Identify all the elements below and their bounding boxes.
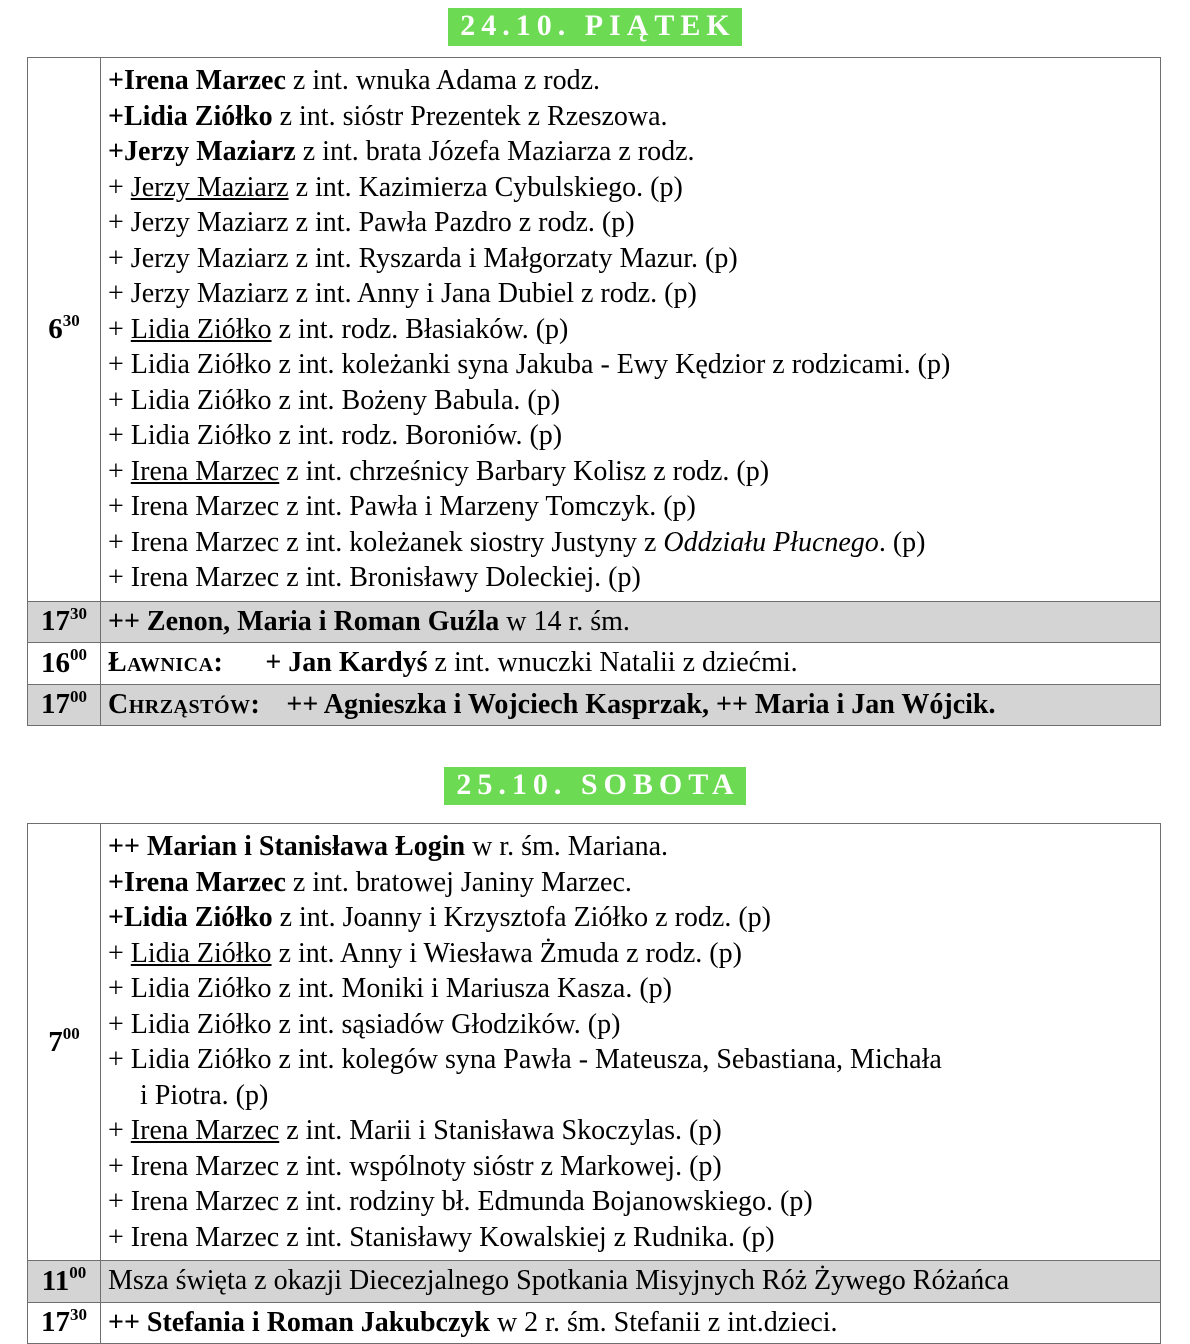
time-cell bbox=[28, 643, 101, 685]
text-segment: Chrząstów: bbox=[108, 688, 261, 720]
text-segment: + Irena Marzec z int. wspólnoty sióstr z Markowej. (p) bbox=[108, 1150, 722, 1182]
intention-line bbox=[108, 454, 1152, 490]
intention-line bbox=[108, 170, 1152, 206]
text-segment: ++ Stefania i Roman Jakubczyk bbox=[108, 1306, 490, 1338]
text-segment: z int. Anny i Wiesława Żmuda z rodz. (p) bbox=[271, 937, 742, 969]
text-segment: Irena Marzec bbox=[130, 455, 280, 487]
intention-line bbox=[108, 1078, 1152, 1114]
text-segment: w r. śm. Mariana. bbox=[465, 831, 669, 862]
text-segment: . (p) bbox=[878, 526, 926, 558]
time-minutes: 00 bbox=[62, 1023, 80, 1043]
schedule-row bbox=[28, 643, 1161, 685]
text-segment: +Lidia Ziółko bbox=[108, 902, 273, 933]
text-segment: + bbox=[108, 1115, 131, 1146]
intention-cell bbox=[101, 601, 1161, 643]
time-cell bbox=[28, 601, 101, 643]
time-minutes: 00 bbox=[69, 1263, 87, 1283]
friday-schedule-table bbox=[27, 57, 1161, 726]
text-segment: z int. chrześnicy Barbary Kolisz z rodz. (p) bbox=[279, 455, 770, 487]
text-segment: + Lidia Ziółko z int. Moniki i Mariusza Kasza. (p) bbox=[108, 973, 672, 1004]
text-segment: + Jerzy Maziarz z int. Anny i Jana Dubiel z rodz. (p) bbox=[108, 278, 697, 309]
intention-line bbox=[108, 1220, 1152, 1256]
intention-line bbox=[108, 383, 1152, 419]
schedule-row bbox=[28, 824, 1161, 1261]
time-cell bbox=[28, 1302, 101, 1344]
text-segment: z int. sióstr Prezentek z Rzeszowa. bbox=[272, 100, 668, 132]
text-segment: z int. brata Józefa Maziarza z rodz. bbox=[295, 136, 695, 167]
time-hour: 6 bbox=[48, 312, 63, 345]
text-segment: ++ Agnieszka i Wojciech Kasprzak, ++ Maria i Jan Wójcik. bbox=[286, 688, 996, 720]
text-segment: + bbox=[108, 937, 131, 969]
time-minutes: 30 bbox=[62, 311, 80, 331]
intention-line bbox=[108, 1113, 1152, 1149]
intention-line bbox=[108, 1149, 1152, 1185]
text-segment: + Lidia Ziółko z int. koleżanki syna Jakuba - Ewy Kędzior z rodzicami. (p) bbox=[108, 349, 951, 380]
intention-line bbox=[108, 205, 1152, 241]
intention-line bbox=[108, 560, 1152, 596]
intention-cell bbox=[101, 824, 1161, 1261]
time-cell bbox=[28, 1261, 101, 1303]
time-minutes: 30 bbox=[70, 1304, 87, 1324]
text-segment: Irena Marzec bbox=[130, 1115, 280, 1146]
text-segment: + Lidia Ziółko z int. rodz. Boroniów. (p) bbox=[108, 420, 563, 451]
time-hour: 17 bbox=[41, 688, 70, 721]
intention-line bbox=[108, 1007, 1152, 1043]
text-segment: z int. wnuczki Natalii z dziećmi. bbox=[427, 647, 798, 678]
intention-cell bbox=[101, 643, 1161, 685]
text-segment: Lidia Ziółko bbox=[130, 937, 272, 969]
intention-cell bbox=[101, 58, 1161, 602]
text-segment: w 14 r. śm. bbox=[499, 605, 630, 637]
day-header-friday: 24.10. PIĄTEK bbox=[448, 8, 742, 46]
intention-line bbox=[108, 1263, 1152, 1299]
time-minutes: 00 bbox=[70, 686, 87, 706]
intention-line bbox=[108, 134, 1152, 170]
text-segment: z int. bratowej Janiny Marzec. bbox=[285, 866, 632, 898]
intention-line bbox=[108, 829, 1152, 865]
text-segment: Ławnica: bbox=[108, 647, 224, 678]
intention-line bbox=[108, 645, 1152, 681]
text-segment: + bbox=[108, 455, 131, 487]
text-segment: + bbox=[108, 171, 131, 203]
intention-cell bbox=[101, 1302, 1161, 1344]
text-segment: + Lidia Ziółko z int. Bożeny Babula. (p) bbox=[108, 384, 561, 416]
intention-cell bbox=[101, 1261, 1161, 1303]
text-segment: + Irena Marzec z int. Stanisławy Kowalskiej z Rudnika. (p) bbox=[108, 1221, 775, 1253]
time-minutes: 30 bbox=[70, 603, 87, 623]
text-segment: + Jan Kardyś bbox=[265, 647, 428, 678]
text-segment: z int. wnuka Adama z rodz. bbox=[285, 65, 601, 96]
time-minutes: 00 bbox=[70, 645, 87, 665]
text-segment: Oddziału Płucnego bbox=[663, 526, 879, 558]
intention-line bbox=[108, 241, 1152, 277]
intention-line bbox=[108, 900, 1152, 936]
intention-line bbox=[108, 312, 1152, 348]
text-segment: ++ Marian i Stanisława Łogin bbox=[108, 831, 466, 862]
schedule-row bbox=[28, 601, 1161, 643]
schedule-row bbox=[28, 58, 1161, 602]
text-segment: + Irena Marzec z int. Pawła i Marzeny Tomczyk. (p) bbox=[108, 491, 696, 522]
text-segment: + Lidia Ziółko z int. sąsiadów Głodzików. (p) bbox=[108, 1008, 621, 1040]
intention-line bbox=[108, 1305, 1152, 1341]
text-segment: z int. Kazimierza Cybulskiego. (p) bbox=[288, 171, 683, 203]
intention-cell bbox=[101, 684, 1161, 726]
intention-line bbox=[108, 865, 1152, 901]
time-hour: 7 bbox=[48, 1025, 63, 1058]
text-segment: ++ Zenon, Maria i Roman Guźla bbox=[108, 605, 500, 637]
time-cell bbox=[28, 824, 101, 1261]
text-segment: z int. Joanny i Krzysztofa Ziółko z rodz. (p) bbox=[272, 902, 771, 933]
saturday-schedule-table bbox=[27, 823, 1161, 1344]
intention-line bbox=[108, 687, 1152, 723]
text-segment: Lidia Ziółko bbox=[130, 313, 272, 345]
text-segment: +Irena Marzec bbox=[108, 65, 286, 96]
time-cell bbox=[28, 58, 101, 602]
text-segment: + Jerzy Maziarz z int. Ryszarda i Małgorzaty Mazur. (p) bbox=[108, 242, 738, 274]
schedule-row bbox=[28, 684, 1161, 726]
intention-line bbox=[108, 971, 1152, 1007]
intention-line bbox=[108, 1184, 1152, 1220]
text-segment: Jerzy Maziarz bbox=[130, 171, 289, 203]
time-hour: 16 bbox=[41, 646, 70, 679]
time-hour: 17 bbox=[41, 605, 70, 638]
text-segment: + Irena Marzec z int. Bronisławy Doleckiej. (p) bbox=[108, 562, 641, 593]
text-segment: + Lidia Ziółko z int. kolegów syna Pawła - Mateusza, Sebastiana, Michała bbox=[108, 1044, 942, 1075]
schedule-row bbox=[28, 1261, 1161, 1303]
text-segment: + Irena Marzec z int. rodziny bł. Edmunda Bojanowskiego. (p) bbox=[108, 1186, 813, 1217]
intention-line bbox=[108, 1042, 1152, 1078]
time-cell bbox=[28, 684, 101, 726]
text-segment: +Irena Marzec bbox=[108, 866, 286, 898]
intention-line bbox=[108, 489, 1152, 525]
day-header-saturday: 25.10. SOBOTA bbox=[444, 767, 745, 805]
friday-section-header bbox=[0, 0, 1190, 46]
saturday-section-header bbox=[0, 726, 1190, 805]
text-segment: + bbox=[108, 313, 131, 345]
schedule-row bbox=[28, 1302, 1161, 1344]
text-segment: + Irena Marzec z int. koleżanek siostry Justyny z bbox=[108, 526, 664, 558]
intention-line bbox=[108, 418, 1152, 454]
intention-line bbox=[108, 936, 1152, 972]
text-segment: z int. rodz. Błasiaków. (p) bbox=[271, 313, 569, 345]
text-segment: + Jerzy Maziarz z int. Pawła Pazdro z rodz. (p) bbox=[108, 207, 635, 238]
text-segment: +Jerzy Maziarz bbox=[108, 136, 296, 167]
intention-line bbox=[108, 347, 1152, 383]
text-segment: +Lidia Ziółko bbox=[108, 100, 273, 132]
text-segment: z int. Marii i Stanisława Skoczylas. (p) bbox=[279, 1115, 722, 1146]
intention-line bbox=[108, 276, 1152, 312]
intention-line bbox=[108, 63, 1152, 99]
intention-line bbox=[108, 525, 1152, 561]
time-hour: 17 bbox=[41, 1306, 70, 1339]
intention-line bbox=[108, 604, 1152, 640]
text-segment: Msza święta z okazji Diecezjalnego Spotkania Misyjnych Róż Żywego Różańca bbox=[108, 1265, 1010, 1296]
text-segment: i Piotra. (p) bbox=[140, 1079, 269, 1111]
text-segment: w 2 r. śm. Stefanii z int.dzieci. bbox=[489, 1306, 838, 1338]
intention-line bbox=[108, 99, 1152, 135]
time-hour: 11 bbox=[41, 1264, 70, 1297]
